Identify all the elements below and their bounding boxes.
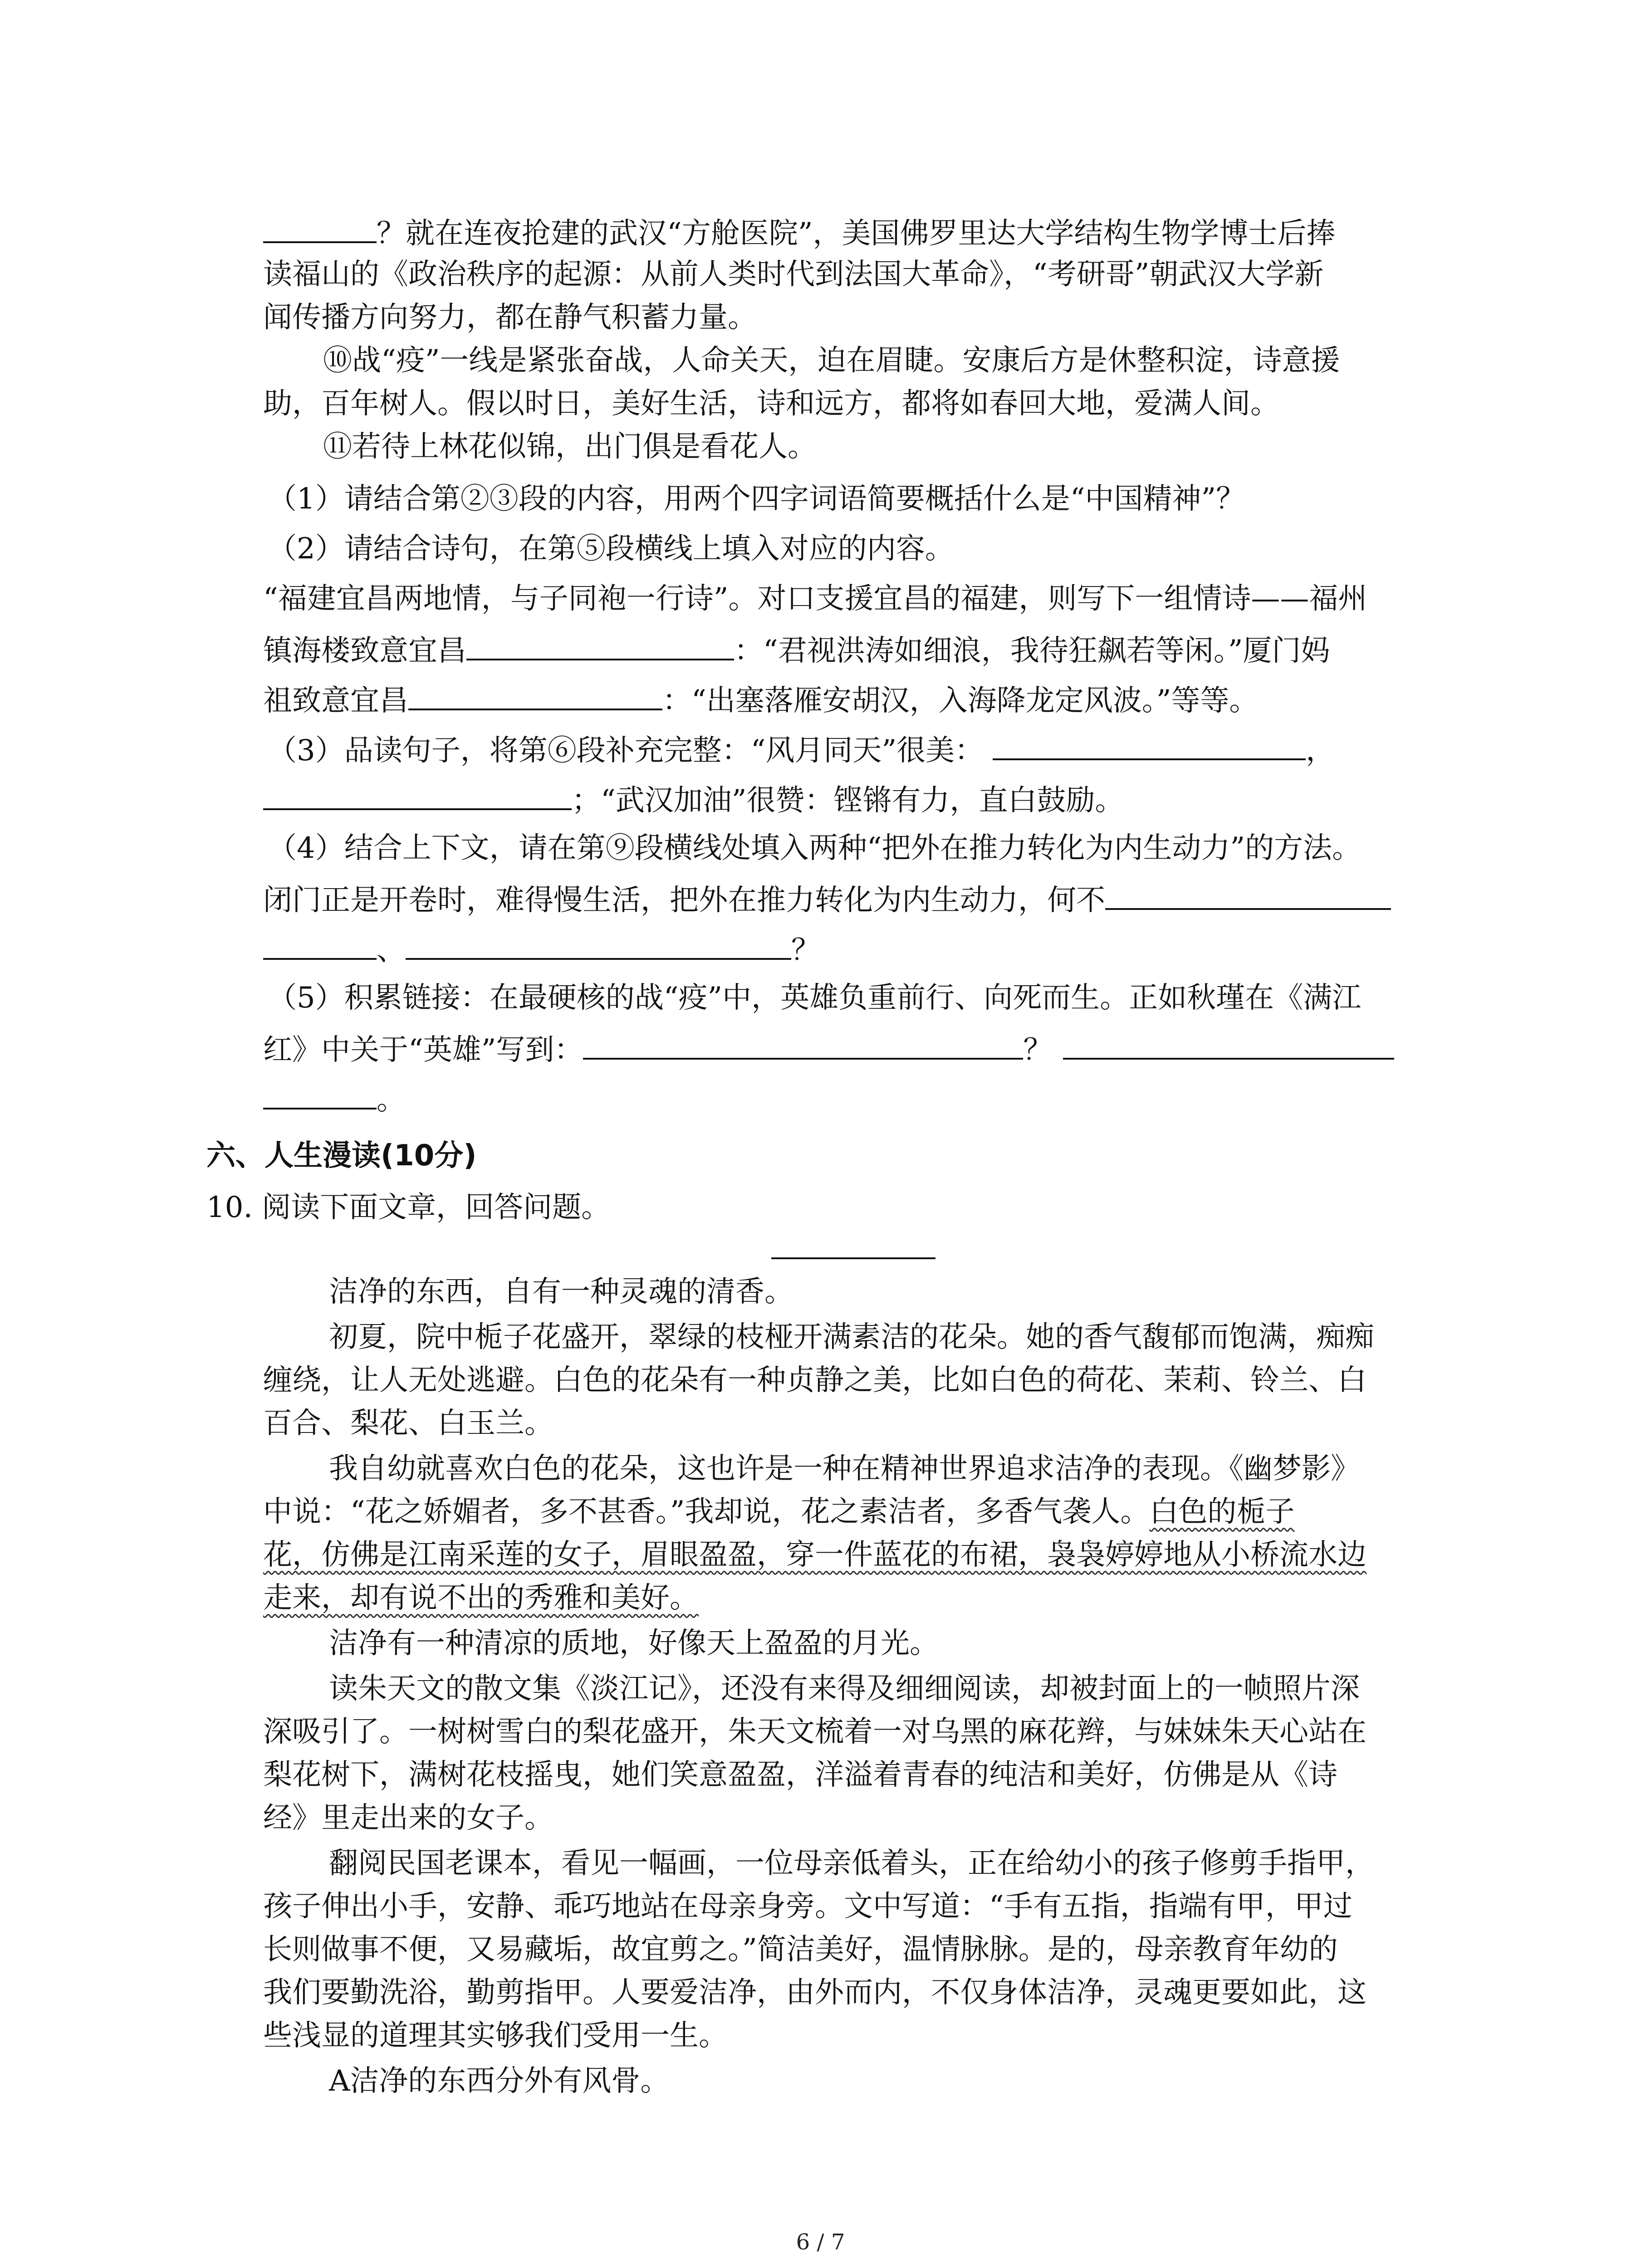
article-p3-line-c (263, 1533, 1641, 1577)
article-p2-line-c: 百合、梨花、白玉兰。 (263, 1407, 554, 1440)
line-5: 助，百年树人。假以时日，美好生活，诗和远方，都将如春回大地，爱满人间。 (263, 387, 1279, 420)
article-p3-line-d (263, 1576, 1641, 1620)
article-p1: 洁净的东西，自有一种灵魂的清香。 (329, 1275, 794, 1309)
answer-blank[interactable] (263, 777, 572, 810)
page-number: 6 / 7 (796, 2229, 845, 2255)
question-2: （2）请结合诗句，在第⑤段横线上填入对应的内容。 (268, 532, 954, 566)
answer-blank[interactable] (1105, 876, 1391, 910)
line-1: ？就在连夜抢建的武汉“方舱医院”，美国佛罗里达大学结构生物学博士后捧 (263, 210, 1641, 255)
question-3: （3）品读句子，将第⑥段补充完整：“风月同天”很美： ， (268, 727, 1641, 772)
answer-blank[interactable] (583, 1026, 1023, 1060)
title-blank[interactable] (771, 1257, 936, 1259)
line-2: 读福山的《政治秩序的起源：从前人类时代到法国大革命》，“考研哥”朝武汉大学新 (263, 258, 1324, 291)
article-p5-line-b: 深吸引了。一树树雪白的梨花盛开，朱天文梳着一对乌黑的麻花辫，与妹妹朱天心站在 (263, 1715, 1367, 1749)
answer-blank[interactable] (1063, 1026, 1394, 1060)
question-2-line-b: 镇海楼致意宜昌 ：“君视洪涛如细浪，我待狂飙若等闲。”厦门妈 (263, 627, 1641, 673)
article-p2-line-b: 缠绕，让人无处逃避。白色的花朵有一种贞静之美，比如白色的荷花、茉莉、铃兰、白 (263, 1364, 1367, 1397)
article-p6: 翻阅民国老课本，看见一幅画，一位母亲低着头，正在给幼小的孩子修剪手指甲， (329, 1847, 1374, 1880)
answer-blank[interactable] (993, 727, 1306, 760)
article-p7: A洁净的东西分外有风骨。 (329, 2064, 670, 2098)
article-p6-line-b: 孩子伸出小手，安静、乖巧地站在母亲身旁。文中写道：“手有五指，指端有甲，甲过 (263, 1890, 1352, 1923)
underlined-sentence: 白色的栀子 (1149, 1495, 1295, 1529)
section-6-title: 六、人生漫读(10分) (206, 1139, 477, 1173)
article-p5: 读朱天文的散文集《淡江记》，还没有来得及细细阅读，却被封面上的一帧照片深 (329, 1672, 1360, 1706)
line-3: 闻传播方向努力，都在静气积蓄力量。 (263, 301, 757, 334)
question-2-line-c: 祖致意宜昌 ：“出塞落雁安胡汉，入海降龙定风波。”等等。 (263, 677, 1641, 723)
question-2-context: “福建宜昌两地情，与子同袍一行诗”。对口支援宜昌的福建，则写下一组情诗——福州 (263, 582, 1367, 616)
answer-blank[interactable] (406, 926, 791, 960)
answer-blank[interactable] (263, 1076, 377, 1110)
question-1: （1）请结合第②③段的内容，用两个四字词语简要概括什么是“中国精神”？ (268, 482, 1245, 516)
answer-blank[interactable] (408, 677, 662, 710)
article-p6-line-d: 我们要勤洗浴，勤剪指甲。人要爱洁净，由外而内，不仅身体洁净，灵魂更要如此，这 (263, 1976, 1367, 2009)
question-4-line-a: 闭门正是开卷时，难得慢生活，把外在推力转化为内生动力，何不 (263, 876, 1641, 922)
question-3-line-b: ；“武汉加油”很赞：铿锵有力，直白鼓励。 (263, 777, 1641, 822)
article-p2: 初夏，院中栀子花盛开，翠绿的枝桠开满素洁的花朵。她的香气馥郁而饱满，痴痴 (329, 1320, 1374, 1354)
article-p5-line-d: 经》里走出来的女子。 (263, 1801, 554, 1835)
article-p4: 洁净有一种清凉的质地，好像天上盈盈的月光。 (329, 1627, 939, 1660)
paragraph-10: ⑩战“疫”一线是紧张奋战，人命关天，迫在眉睫。安康后方是休整积淀，诗意援 (323, 344, 1340, 377)
article-p6-line-c: 长则做事不便，又易藏垢，故宜剪之。”简洁美好，温情脉脉。是的，母亲教育年幼的 (263, 1933, 1338, 1966)
article-p6-line-e: 些浅显的道理其实够我们受用一生。 (263, 2019, 728, 2053)
article-p3: 我自幼就喜欢白色的花朵，这也许是一种在精神世界追求洁净的表现。《幽梦影》 (329, 1452, 1360, 1486)
article-p5-line-c: 梨花树下，满树花枝摇曳，她们笑意盈盈，洋溢着青春的纯洁和美好，仿佛是从《诗 (263, 1758, 1337, 1792)
article-p3-line-b: 中说：“花之娇媚者，多不甚香。”我却说，花之素洁者，多香气袭人。白色的栀子 (263, 1495, 1295, 1529)
paragraph-11: ⑪若待上林花似锦，出门俱是看花人。 (323, 430, 817, 464)
question-5: （5）积累链接：在最硬核的战“疫”中，英雄负重前行、向死而生。正如秋瑾在《满江 (268, 981, 1362, 1015)
underlined-sentence: 走来，却有说不出的秀雅和美好。 (263, 1581, 699, 1615)
underlined-sentence: 花，仿佛是江南采莲的女子，眉眼盈盈，穿一件蓝花的布裙，袅袅婷婷地从小桥流水边 (263, 1538, 1367, 1572)
question-4-line-b: 、 ？ (263, 926, 1641, 972)
question-4: （4）结合上下文，请在第⑨段横线处填入两种“把外在推力转化为内生动力”的方法。 (268, 831, 1362, 865)
question-5-line-c: 。 (263, 1076, 1641, 1122)
answer-blank[interactable] (466, 627, 734, 660)
question-5-line-b: 红》中关于“英雄”写到： ？ (263, 1026, 1641, 1072)
answer-blank[interactable] (263, 926, 377, 960)
answer-blank[interactable] (263, 210, 377, 243)
question-10: 10. 阅读下面文章，回答问题。 (206, 1191, 611, 1224)
